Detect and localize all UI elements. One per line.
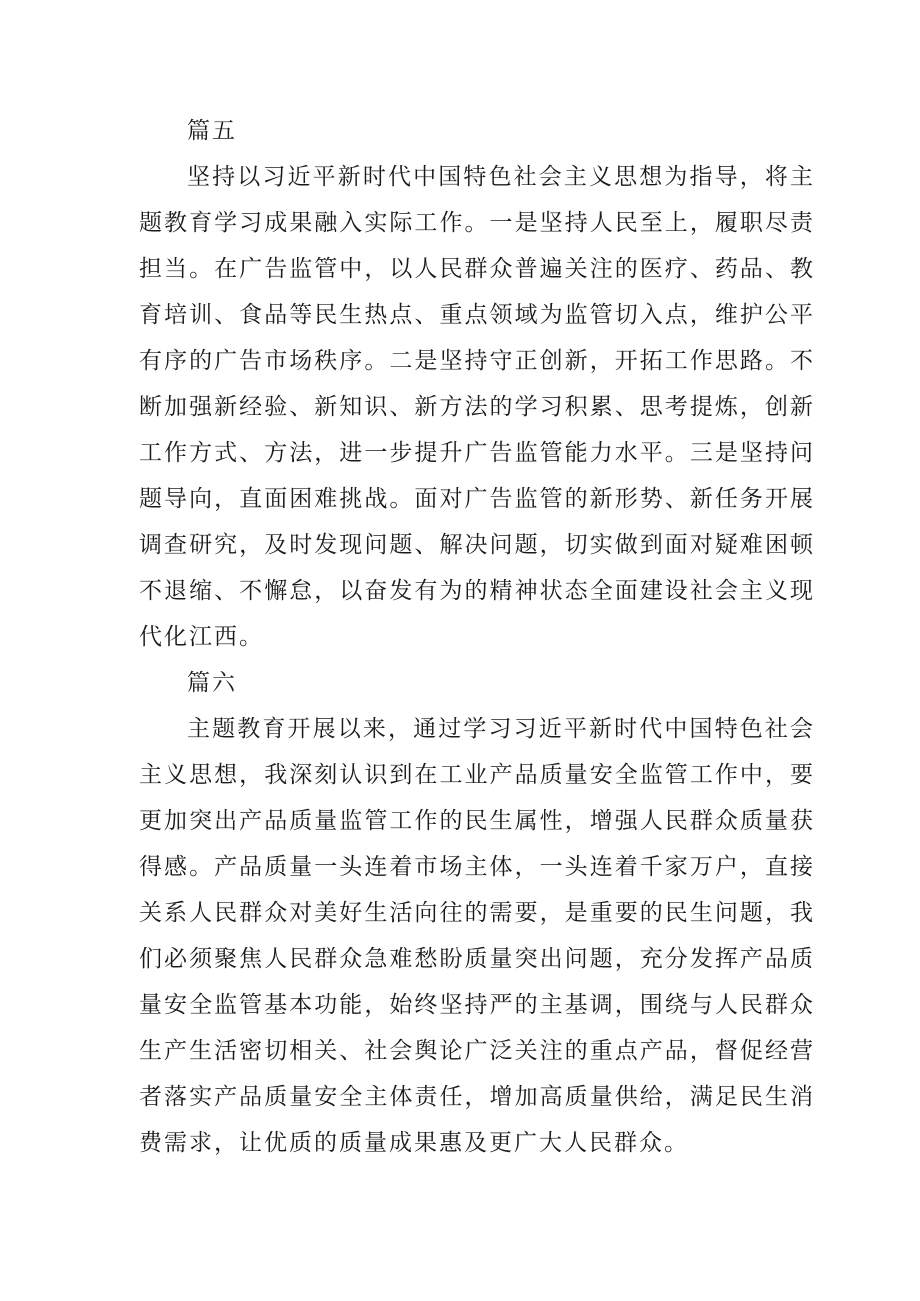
document-body	[139, 108, 815, 1166]
section-paragraph-5: 坚持以习近平新时代中国特色社会主义思想为指导，将主题教育学习成果融入实际工作。一是坚持人民至上，履职尽责担当。在广告监管中，以人民群众普遍关注的医疗、药品、教育培训、食品等民生热点、重点领域为监管切入点，维护公平有序的广告市场秩序。二是坚持守正创新，开拓工作思路。不断加强新经验、新知识、新方法的学习积累、思考提炼，创新工作方式、方法，进一步提升广告监管能力水平。三是坚持问题导向，直面困难挑战。面对广告监管的新形势、新任务开展调查研究，及时发现问题、解决问题，切实做到面对疑难困顿不退缩、不懈怠，以奋发有为的精神状态全面建设社会主义现代化江西。	[139, 164, 815, 650]
section-heading-6: 篇六	[187, 670, 237, 696]
section-heading-5: 篇五	[187, 118, 237, 144]
section-paragraph-6: 主题教育开展以来，通过学习习近平新时代中国特色社会主义思想，我深刻认识到在工业产品质量安全监管工作中，要更加突出产品质量监管工作的民生属性，增强人民群众质量获得感。产品质量一头连着市场主体，一头连着千家万户，直接关系人民群众对美好生活向往的需要，是重要的民生问题，我们必须聚焦人民群众急难愁盼质量突出问题，充分发挥产品质量安全监管基本功能，始终坚持严的主基调，围绕与人民群众生产生活密切相关、社会舆论广泛关注的重点产品，督促经营者落实产品质量安全主体责任，增加高质量供给，满足民生消费需求，让优质的质量成果惠及更广大人民群众。	[139, 716, 815, 1156]
